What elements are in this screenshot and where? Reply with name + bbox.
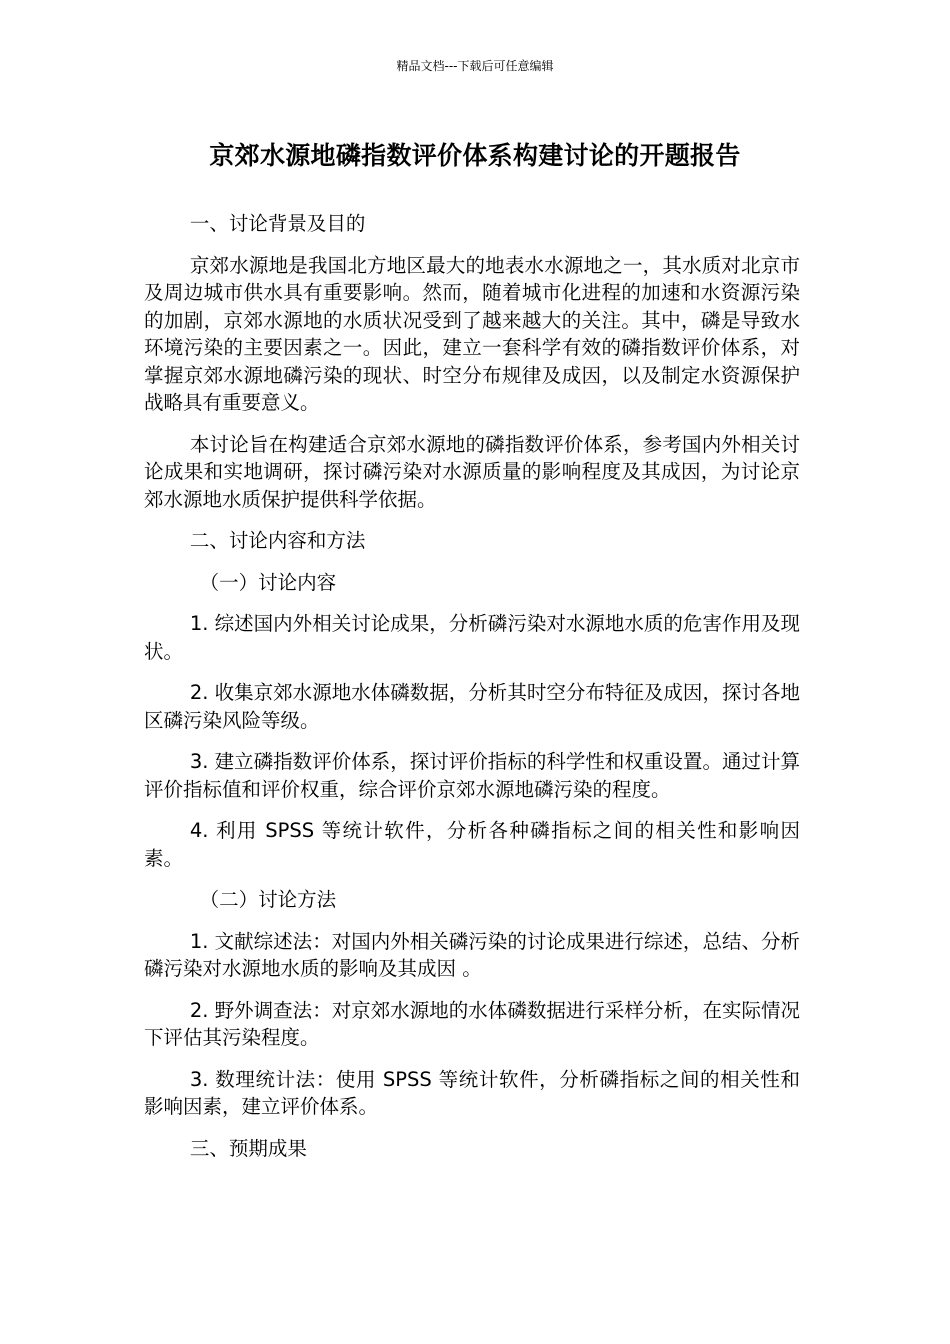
- section-heading-expected-results: 三、预期成果: [189, 1136, 307, 1160]
- document-body: [144, 210, 800, 1176]
- content-item-2: 2. 收集京郊水源地水体磷数据，分析其时空分布特征及成因，探讨各地区磷污染风险等级。: [144, 681, 800, 732]
- method-item-1: 1. 文献综述法：对国内外相关磷污染的讨论成果进行综述，总结、分析磷污染对水源地水质的影响及其成因 。: [144, 929, 800, 980]
- content-item-4: 4. 利用 SPSS 等统计软件，分析各种磷指标之间的相关性和影响因素。: [144, 819, 800, 870]
- paragraph-purpose: 本讨论旨在构建适合京郊水源地的磷指数评价体系，参考国内外相关讨论成果和实地调研，探讨磷污染对水源质量的影响程度及其成因，为讨论京郊水源地水质保护提供科学依据。: [144, 432, 800, 511]
- method-item-2: 2. 野外调查法：对京郊水源地的水体磷数据进行采样分析，在实际情况下评估其污染程度。: [144, 998, 800, 1049]
- content-item-1: 1. 综述国内外相关讨论成果，分析磷污染对水源地水质的危害作用及现状。: [144, 612, 800, 663]
- document-title: 京郊水源地磷指数评价体系构建讨论的开题报告: [209, 141, 741, 170]
- content-item-3: 3. 建立磷指数评价体系，探讨评价指标的科学性和权重设置。通过计算评价指标值和评价权重，综合评价京郊水源地磷污染的程度。: [144, 750, 800, 801]
- paragraph-background: 京郊水源地是我国北方地区最大的地表水水源地之一，其水质对北京市及周边城市供水具有重要影响。然而，随着城市化进程的加速和水资源污染的加剧，京郊水源地的水质状况受到了越来越大的关注。其中，磷是导致水环境污染的主要因素之一。因此，建立一套科学有效的磷指数评价体系，对掌握京郊水源地磷污染的现状、时空分布规律及成因，以及制定水资源保护战略具有重要意义。: [144, 253, 800, 414]
- subheading-methods: （二）讨论方法: [199, 888, 337, 911]
- method-item-3: 3. 数理统计法：使用 SPSS 等统计软件，分析磷指标之间的相关性和影响因素，建立评价体系。: [144, 1067, 800, 1118]
- page-header: 精品文档---下载后可任意编辑: [396, 59, 554, 73]
- section-heading-content-methods: 二、讨论内容和方法: [189, 529, 366, 552]
- section-heading-background: 一、讨论背景及目的: [189, 212, 366, 235]
- subheading-content: （一）讨论内容: [199, 570, 337, 594]
